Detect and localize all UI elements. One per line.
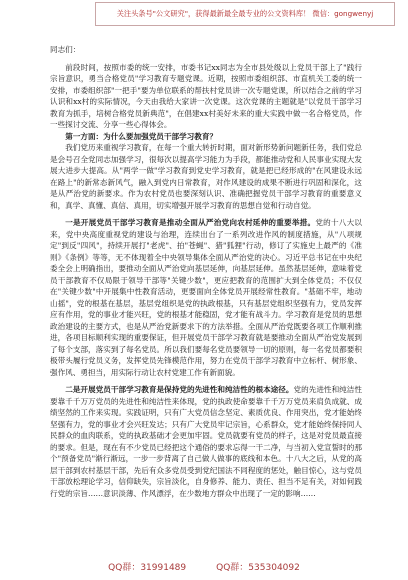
section3-body: 党的先进性和纯洁性要靠千千万万党员的先进性和纯洁性来体现，党的执政使命要靠千千万万党员来肩负成就、成绩坚然的工作来实现。实践证明，只有广大党员信念坚定、素质优良、作用突出，党才能始终坚强有力，党的事业才会兴旺发达；只有广大党员牢记宗旨，心系群众，党才能始终保持同人民群众的血肉联系，党的执政基础才会更加牢固。党员就要有党员的样子，这是对党员最直接的要求。但是，现在有不少党员已经把这个通俗的要求忘得一干二净，与当初入党宣誓时的那个"预备党员"渐行渐远，一步一步背离了自己做人做事的底线和本色。十八大之后，从党的高层干部到农村基层干部，先后有众多党员受到党纪国法不同程度的惩处，触目惊心，这与党员干部放松理论学习，信仰缺失，宗旨淡化，自身修养、能力、责任、担当不足有关，对如何践行党的宗旨……意识淡薄、作风漂浮，在少数地方群众中出现了一定的影响…… (50, 385, 362, 498)
section3-paragraph (50, 384, 362, 499)
greeting: 同志们： (50, 45, 81, 54)
qq-group-1: QQ群：31991489 (108, 563, 187, 573)
section2-body: 党的十八大以来，党中央高度重视党的建设与治理，连续出台了一系列改进作风的制度措施，从"八项规定"到反"四风"，持续开展打"老虎"、拍"苍蝇"、猎"狐狸"行动，修订了实施史上最严的《准则》《条例》等等，无不体现着全中央领导集体全面从严治党的决心。习近平总书记在中央纪委全会上明确指出，要推动全面从严治党向基层延伸，向基层延伸。虽然基层延伸，意味着党员干部教育不仅局限于领导干部等"关键少数"，更应把教育的范围扩大到全体党员；不仅仅在"关键少数"中开展集中性教育活动，更要面向全体党员开展经常性教育。"基础不牢，地动山摇"，党的根基在基层，基层党组织是党的执政根基，只有基层党组织坚强有力，党员发挥应有作用，党的事业才能兴旺，党的根基才能稳固，党才能有战斗力。学习教育是党员的思想政治建设的主要方式，也是从严治党新要求下的方法举措。全面从严治党既要各项工作顺利推进，各项目标顺利实现的重要保证，但开展党员干部学习教育就是要推动全面从严治党发展到了每个支部，落实到了每名党员。所以我们要每名党员要领导一切的原则，每一名党员都要积极带头履行党员义务，发挥党员先锋模范作用，努力在党员干部学习教育中立标杆、树形象、强作风、勇担当，用实际行动让农村党建工作有新面貌。 (50, 218, 362, 377)
section1-heading: 第一方面：为什么要加强党员干部学习教育？ (65, 131, 218, 141)
intro-paragraph: 前段时间，按照市委的统一安排，市委书记xx同志为全市县处级以上党员干部上了"践行宗旨意识，勇当合格党员"学习教育专题党课。近期，按照市委组织部、市直机关工委的统一安排，市委组织部"一把手"要为单位联系的帮扶村党员讲一次专题党课，所以结合之前的学习认识和xx村的实际情况，今天由我给大家讲一次党课。这次党课的主题就是"以党员干部学习教育为抓手，培树合格党员新典范"，在倡建xx村美好未来的重大实践中做一名合格党员，作一些探讨交流、分享一些心得体会。 (50, 62, 362, 129)
section2-paragraph (50, 217, 362, 378)
section2-heading: 一是开展党员干部学习教育是推动全面从严治党向农村延伸的重要举措。 (65, 218, 316, 227)
section3-heading: 二是开展党员干部学习教育是保持党的先进性和纯洁性的根本途径。 (65, 385, 294, 394)
qq-group-2: QQ群：535304092 (216, 563, 300, 573)
section1-paragraph: 我们党历来重视学习教育，在每一个重大转折时期，面对新形势新问题新任务，我们党总是会号召全党同志加强学习，很每次以提高学习能力为手段，都能推动党和人民事业实现大发展大进步大提高。从"两学一做"学习教育到党史学习教育，就是把已经形成的"在风建设永远在路上"的新常态新风气，融入到党内日常教育，对作风建设的成果不断进行巩固和深化，这是从严治党的新要求。作为农村党员也要深刻认识、准确把握党员干部学习教育的重要意义和，真学、真懂、真信、真用，切实增强开展学习教育的思想自觉和行动自觉。 (50, 143, 362, 210)
document-body (50, 44, 362, 540)
footer (0, 560, 408, 573)
header-banner (95, 2, 395, 26)
banner-text: 关注头条号"公文研究"，获得最新最全最专业的公文资料库！ 微信：gongwenyj (116, 9, 374, 18)
